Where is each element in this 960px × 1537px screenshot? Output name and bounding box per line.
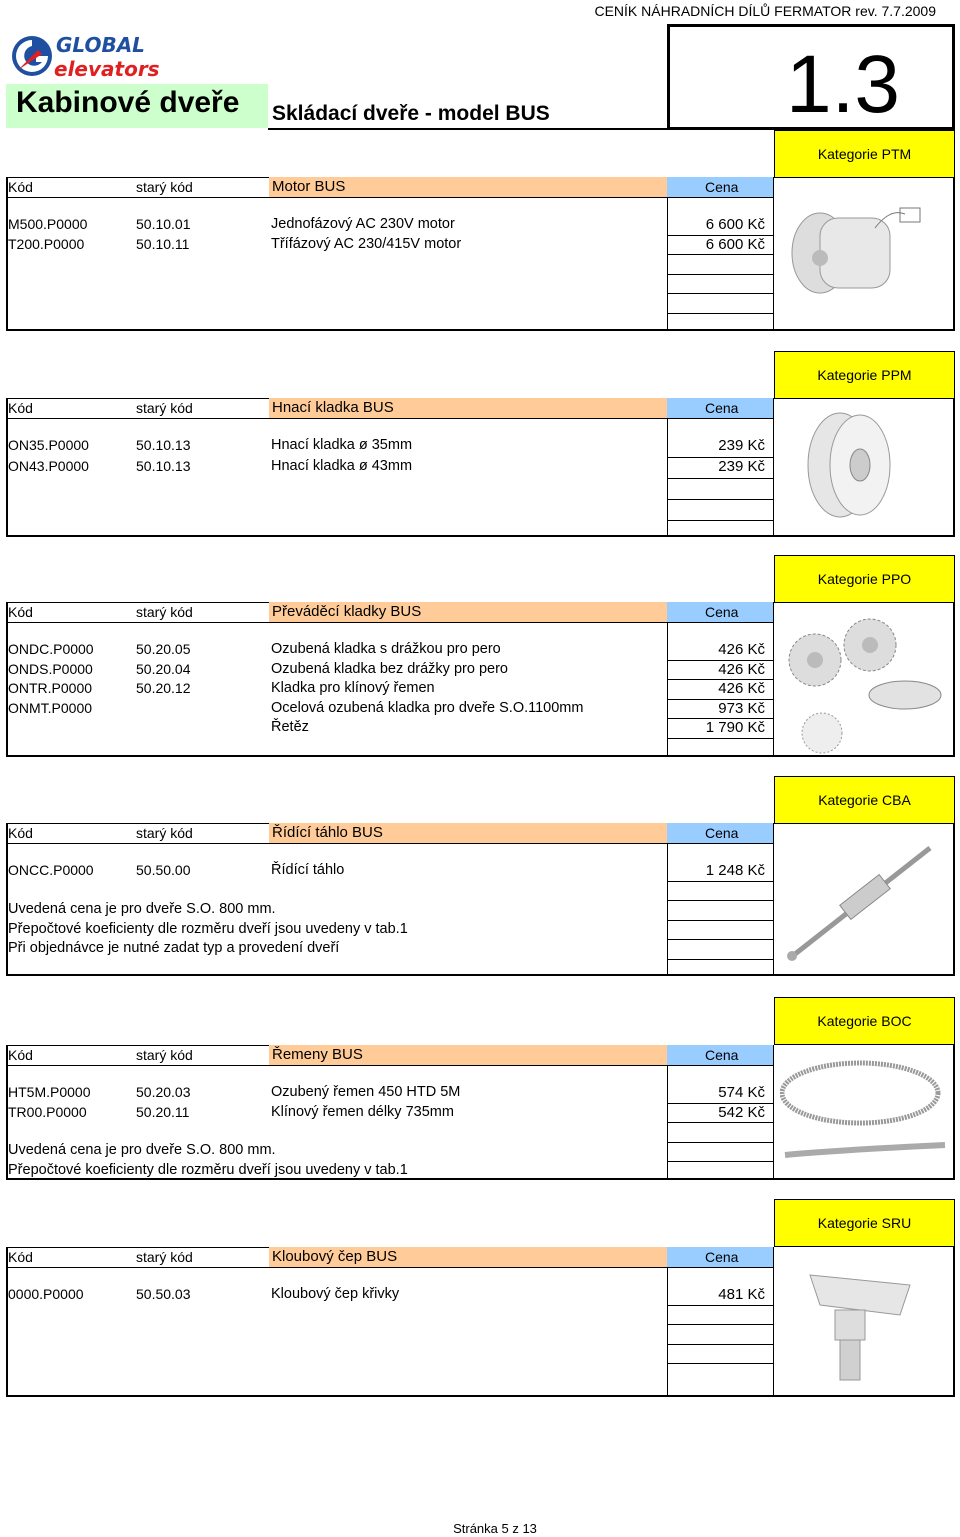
row-price: 542 Kč <box>718 1103 765 1121</box>
price-row-line <box>667 1142 773 1143</box>
price-col-right <box>773 1247 774 1397</box>
category-badge: Kategorie BOC <box>774 997 955 1045</box>
price-row-line <box>667 313 773 314</box>
header-price: Cena <box>667 1247 773 1267</box>
row-description: Řídící táhlo <box>271 862 345 878</box>
price-row-line <box>667 939 773 940</box>
header-code: Kód <box>8 1249 33 1265</box>
price-row-line <box>667 1344 773 1345</box>
row-description: Klínový řemen délky 735mm <box>271 1103 454 1120</box>
row-description: Ozubená kladka bez drážky pro pero <box>271 660 508 677</box>
row-old-code: 50.20.12 <box>136 680 191 696</box>
row-price: 426 Kč <box>718 660 765 678</box>
pulley-image <box>780 405 950 525</box>
row-old-code: 50.20.05 <box>136 641 191 657</box>
header-code: Kód <box>8 400 33 416</box>
price-row-line <box>667 959 773 960</box>
row-code: ONDS.P0000 <box>8 660 93 677</box>
row-price: 574 Kč <box>718 1084 765 1101</box>
row-code: ONMT.P0000 <box>8 699 93 716</box>
price-row-line <box>667 1161 773 1162</box>
header-old-code: starý kód <box>136 604 193 620</box>
section-note: Při objednávce je nutné zadat typ a provedení dveří <box>8 940 340 956</box>
section-note: Uvedená cena je pro dveře S.O. 800 mm. <box>8 901 276 917</box>
row-price: 239 Kč <box>718 458 765 475</box>
header-code: Kód <box>8 1047 33 1063</box>
row-old-code: 50.10.13 <box>136 458 191 474</box>
row-description: Řetěz <box>271 719 309 735</box>
price-row-line <box>667 499 773 500</box>
row-price: 239 Kč <box>718 437 765 454</box>
header-code: Kód <box>8 179 33 195</box>
document-title: CENÍK NÁHRADNÍCH DÍLŮ FERMATOR rev. 7.7.2009 <box>594 3 936 19</box>
header-price: Cena <box>667 602 773 622</box>
table-row <box>0 458 774 479</box>
header-price: Cena <box>667 177 773 197</box>
section-note: Přepočtové koeficienty dle rozměru dveří jsou uvedeny v tab.1 <box>8 920 408 937</box>
section-number: 1.3 <box>786 39 900 130</box>
header-divider <box>6 197 774 198</box>
table-row <box>0 719 774 739</box>
page-subtitle: Skládací dveře - model BUS <box>272 102 550 125</box>
row-description: Hnací kladka ø 35mm <box>271 437 413 453</box>
header-divider <box>6 843 774 844</box>
category-badge: Kategorie PPO <box>774 555 955 603</box>
header-price: Cena <box>667 823 773 843</box>
header-old-code: starý kód <box>136 179 193 195</box>
row-old-code: 50.20.11 <box>136 1103 190 1120</box>
logo-line1: GLOBAL <box>56 33 145 57</box>
header-divider <box>6 418 774 419</box>
section-name: Motor BUS <box>269 177 667 197</box>
row-price: 6 600 Kč <box>705 216 765 233</box>
section-name: Kloubový čep BUS <box>269 1247 667 1267</box>
category-badge: Kategorie SRU <box>774 1199 955 1247</box>
gear-pulleys-image <box>780 615 950 755</box>
table-row <box>0 661 774 681</box>
subtitle-underline <box>268 128 668 130</box>
row-code: 0000.P0000 <box>8 1286 84 1302</box>
table-row <box>0 1084 774 1104</box>
row-code: ONDC.P0000 <box>8 641 94 657</box>
section-name: Řídící táhlo BUS <box>269 823 667 843</box>
row-code: TR00.P0000 <box>8 1103 87 1120</box>
row-description: Hnací kladka ø 43mm <box>271 458 413 474</box>
row-price: 6 600 Kč <box>705 235 765 253</box>
row-old-code: 50.10.13 <box>136 437 191 453</box>
row-code: HT5M.P0000 <box>8 1084 91 1100</box>
table-row <box>0 236 774 256</box>
table-row <box>0 862 774 882</box>
section-name: Řemeny BUS <box>269 1045 667 1065</box>
row-old-code: 50.20.04 <box>136 660 191 677</box>
motor-image <box>780 188 950 318</box>
header-code: Kód <box>8 825 33 841</box>
row-code: T200.P0000 <box>8 235 85 252</box>
header-price: Cena <box>667 1045 773 1065</box>
row-description: Třífázový AC 230/415V motor <box>271 235 462 252</box>
header-code: Kód <box>8 604 33 620</box>
section-note: Přepočtové koeficienty dle rozměru dveří jsou uvedeny v tab.1 <box>8 1161 408 1178</box>
joint-pin-image <box>780 1255 950 1385</box>
row-code: ON43.P0000 <box>8 458 89 474</box>
category-badge: Kategorie PPM <box>774 351 955 399</box>
page-footer: Stránka 5 z 13 <box>453 1521 537 1536</box>
header-old-code: starý kód <box>136 825 193 841</box>
section-note: Uvedená cena je pro dveře S.O. 800 mm. <box>8 1142 276 1158</box>
row-description: Kladka pro klínový řemen <box>271 680 435 696</box>
header-price: Cena <box>667 398 773 418</box>
header-old-code: starý kód <box>136 1249 193 1265</box>
table-row <box>0 700 774 720</box>
table-row <box>0 680 774 700</box>
price-row-line <box>667 1324 773 1325</box>
price-row-line <box>667 274 773 275</box>
row-old-code: 50.20.03 <box>136 1084 191 1100</box>
belts-image <box>780 1055 950 1175</box>
row-description: Ocelová ozubená kladka pro dveře S.O.1100mm <box>271 699 584 716</box>
price-row-line <box>667 900 773 901</box>
row-code: M500.P0000 <box>8 216 88 232</box>
global-elevators-logo <box>8 30 188 82</box>
table-row <box>0 1286 774 1306</box>
table-row <box>0 216 774 236</box>
row-description: Ozubený řemen 450 HTD 5M <box>271 1084 461 1100</box>
row-code: ONTR.P0000 <box>8 680 93 696</box>
price-col-right <box>773 823 774 976</box>
row-description: Ozubená kladka s drážkou pro pero <box>271 641 501 657</box>
price-row-line <box>667 293 773 294</box>
row-price: 426 Kč <box>718 641 765 658</box>
category-badge: Kategorie PTM <box>774 130 955 178</box>
header-old-code: starý kód <box>136 1047 193 1063</box>
row-price: 481 Kč <box>718 1286 765 1303</box>
price-row-line <box>667 920 773 921</box>
row-old-code: 50.50.00 <box>136 862 191 878</box>
row-old-code: 50.50.03 <box>136 1286 191 1302</box>
row-old-code: 50.10.11 <box>136 235 190 252</box>
header-divider <box>6 622 774 623</box>
header-divider <box>6 1065 774 1066</box>
row-description: Jednofázový AC 230V motor <box>271 216 455 232</box>
row-price: 1 790 Kč <box>705 719 765 736</box>
category-badge: Kategorie CBA <box>774 776 955 824</box>
price-row-line <box>667 1363 773 1364</box>
row-price: 1 248 Kč <box>705 862 765 879</box>
section-name: Převáděcí kladky BUS <box>269 602 667 622</box>
logo-line2: elevators <box>54 57 160 81</box>
page-title: Kabinové dveře <box>16 86 240 119</box>
table-row <box>0 641 774 661</box>
row-price: 426 Kč <box>718 680 765 697</box>
row-description: Kloubový čep křivky <box>271 1286 400 1302</box>
section-name: Hnací kladka BUS <box>269 398 667 418</box>
row-code: ON35.P0000 <box>8 437 89 453</box>
row-price: 973 Kč <box>718 699 765 717</box>
row-code: ONCC.P0000 <box>8 862 94 878</box>
control-rod-image <box>780 838 950 973</box>
header-divider <box>6 1267 774 1268</box>
table-row <box>0 1104 774 1124</box>
price-row-line <box>667 520 773 521</box>
header-old-code: starý kód <box>136 400 193 416</box>
row-old-code: 50.10.01 <box>136 216 191 232</box>
table-row <box>0 437 774 458</box>
